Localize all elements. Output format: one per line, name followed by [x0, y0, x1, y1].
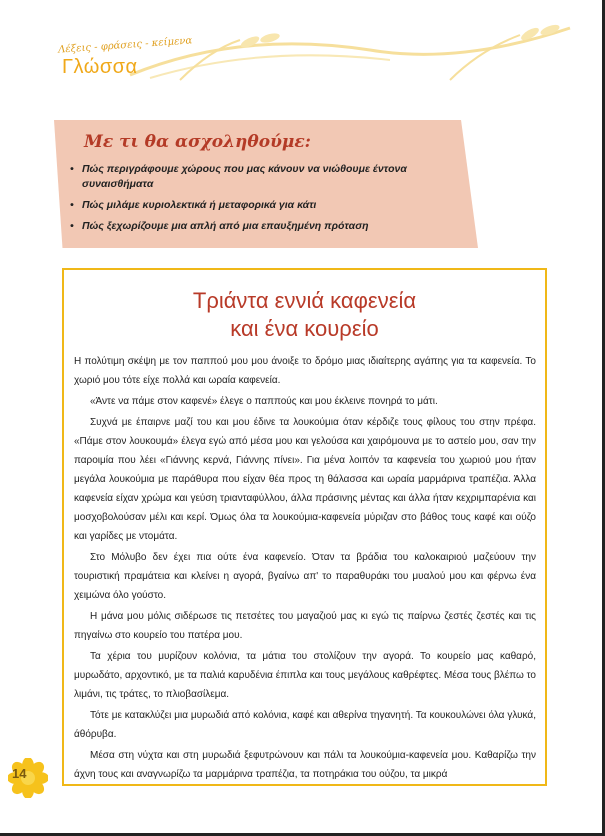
story-paragraph: Η μάνα μου μόλις σιδέρωσε τις πετσέτες του μαγαζιού μας κι εγώ τις παίρνω ζεστές ζεστές και τις πηγαίνω στο κουρείο του πατέρα μου. — [74, 611, 536, 641]
bullet-icon: • — [70, 163, 74, 175]
wheat-decoration-icon — [120, 20, 590, 90]
story-paragraph: «Άντε να πάμε στον καφενέ» έλεγε ο παππούς και μου έκλεινε πονηρά το μάτι. — [90, 396, 438, 407]
goals-title: Με τι θα ασχοληθούμε: — [84, 132, 311, 152]
goals-list-item — [70, 198, 460, 213]
story-paragraph: Η πολύτιμη σκέψη με τον παππού μου μου άνοιξε το δρόμο μιας ιδιαίτερης αγάπης για τα καφενεία. Το χωριό μου τότε είχε πολλά και ωραία καφενεία. — [74, 356, 536, 386]
story-paragraph: Στο Μόλυβο δεν έχει πια ούτε ένα καφενείο. Όταν τα βράδια του καλοκαιριού μαζεύουν την τουριστική πραμάτεια και κλείνει η αγορά, βγαίνω απ' το παραθυράκι του μυαλού μου και φέρνω ένα χειμώνα όλο γούστο. — [74, 552, 536, 601]
story-title — [62, 287, 547, 343]
bullet-icon: • — [70, 220, 74, 232]
goal-text: Πώς μιλάμε κυριολεκτικά ή μεταφορικά για κάτι — [82, 199, 317, 211]
goals-list — [70, 162, 460, 240]
story-title-line-1: Τριάντα εννιά καφενεία — [192, 288, 417, 313]
story-body — [74, 352, 536, 786]
goals-list-item — [70, 219, 460, 234]
section-name: Γλώσσα — [62, 56, 138, 78]
story-paragraph: Τα χέρια του μυρίζουν κολόνια, τα μάτια του στολίζουν την αγορά. Το κουρείο μας καθαρό, μυρωδάτο, αρχοντικό, με τα παλιά καρυδένια έπιπλα και τους μεγάλους καθρέφτες. Μέσα τους βλέπω το λιμάνι, τις τράτες, το πλιοβασίλεμα. — [74, 651, 536, 700]
story-paragraph: Τότε με κατακλύζει μια μυρωδιά από κολόνια, καφέ και αθερίνα τηγανητή. Τα κουκουλώνει όλα γλυκά, άθόρυβα. — [74, 710, 536, 740]
section-kicker: Λέξεις - φράσεις - κείμενα — [57, 35, 193, 56]
story-paragraph: Μέσα στη νύχτα και στη μυρωδιά ξεφυτρώνουν και πάλι τα λουκούμια-καφενεία μου. Καθαρίζω την άχνη τους και αναγνωρίζω τα μαρμάρινα τραπέζια, τα ποτηράκια του ούζου, τα μικρά — [74, 750, 536, 780]
goal-text: Πώς περιγράφουμε χώρους που μας κάνουν να νιώθουμε έντονα συναισθήματα — [82, 163, 407, 190]
goals-list-item — [70, 162, 460, 192]
story-title-line-2: και ένα κουρείο — [230, 316, 379, 341]
bullet-icon: • — [70, 199, 74, 211]
story-paragraph: Συχνά με έπαιρνε μαζί του και μου έδινε τα λουκούμια όταν κέρδιζε τους φίλους του στην πρέφα. «Πάμε στον λουκουμά» έλεγα εγώ από μέσα μου και γελούσα και χαιρόμουνα με το αστείο μου, σαν την παροιμία που λέει «Γιάννης κερνά, Γιάννης πίνει». Για μένα λοιπόν τα καφενεία του χωριού μου ήταν μεγάλα λουκούμια με παράθυρα που είχαν θέα προς τη θάλασσα και ωραία μαρμάρινα τραπέζια. Άλλα καφενεία είχαν χρώμα και γεύση τριανταφύλλου, άλλα πράσινης μέντας και άλλα ήταν κεχριμπαρένια και μοσχοβολούσαν μέλι και κερί. Όμως όλα τα λουκούμια-καφενεία μύριζαν στο βάθος τους καφέ και ούζο και γαρίδες με ντομάτα. — [74, 417, 536, 542]
page-number: 14 — [12, 766, 27, 781]
goal-text: Πώς ξεχωρίζουμε μια απλή από μια επαυξημένη πρόταση — [82, 220, 369, 232]
